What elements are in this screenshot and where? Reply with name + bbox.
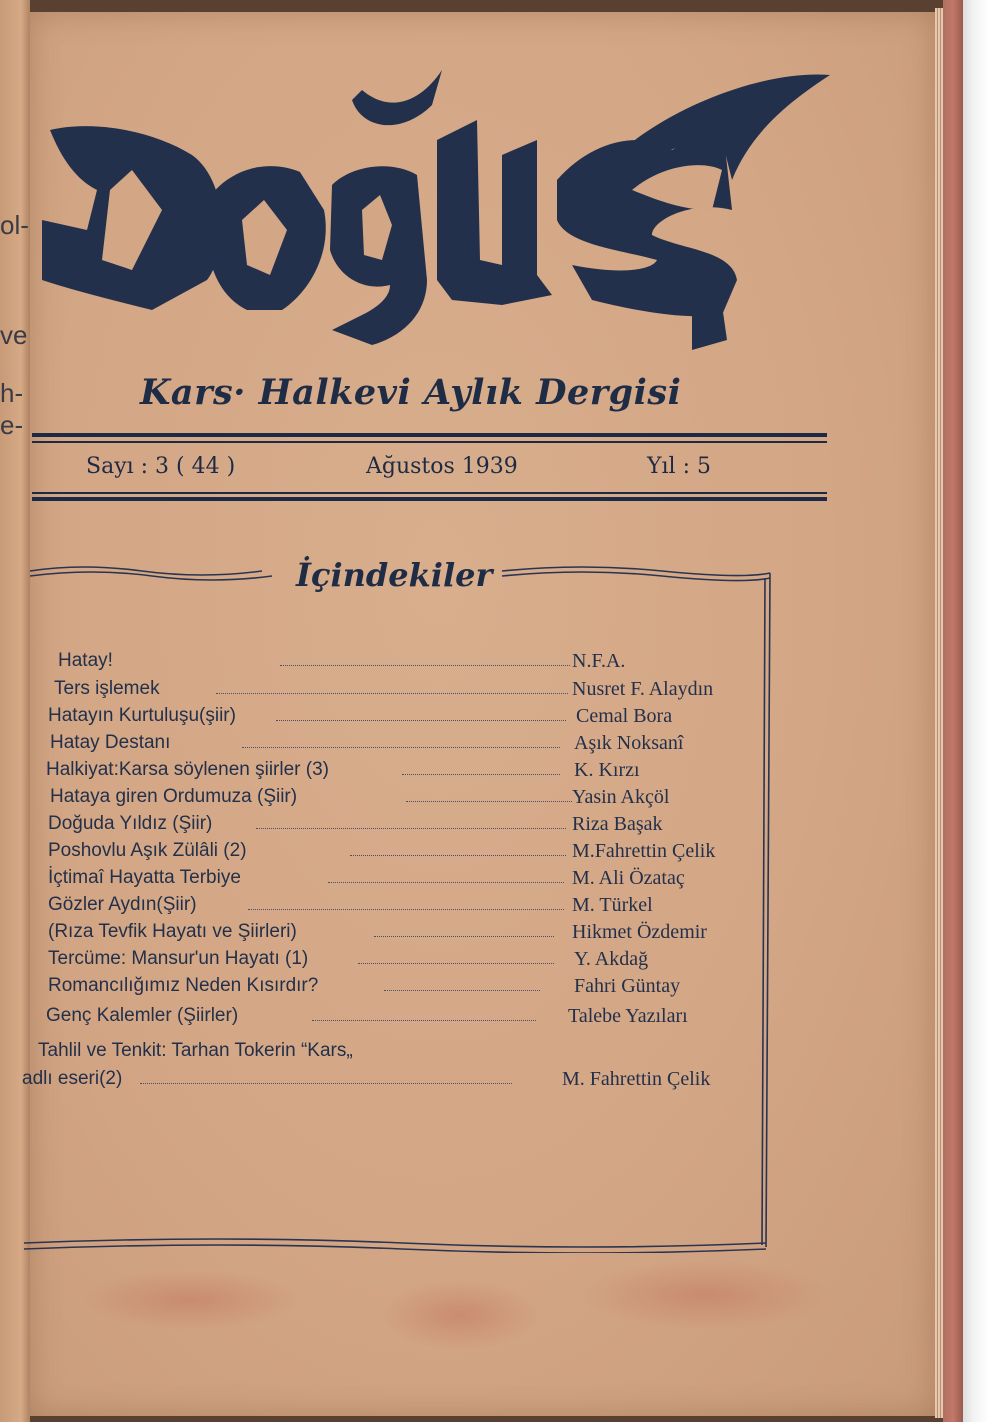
masthead-logo [32, 60, 832, 350]
leader-dots [256, 828, 566, 829]
leader-dots [406, 801, 572, 802]
dogus-logo-icon [32, 60, 832, 350]
leader-dots [276, 720, 566, 721]
contents-heading: İçindekiler [296, 556, 493, 594]
leader-dots [140, 1083, 512, 1084]
neighbor-fragment: h- [0, 378, 24, 408]
entry-title: Genç Kalemler (Şiirler) [46, 1005, 239, 1026]
leader-dots [328, 882, 564, 883]
issue-number: Sayı : 3 ( 44 ) [86, 454, 236, 479]
entry-title: Tahlil ve Tenkit: Tarhan Tokerin “Kars„ [38, 1040, 353, 1061]
leader-dots [248, 909, 564, 910]
issue-date: Ağustos 1939 [366, 454, 518, 479]
entry-author: Talebe Yazıları [568, 1005, 688, 1027]
paper-stain [380, 1280, 540, 1350]
entry-title: Hatayın Kurtuluşu(şiir) [48, 705, 236, 726]
entry-title: Hatay! [58, 650, 113, 671]
entry-author: M. Fahrettin Çelik [562, 1068, 711, 1090]
entry-title: İçtimaî Hayatta Terbiye [48, 867, 241, 888]
entry-title: Ters işlemek [54, 678, 160, 699]
entry-author: N.F.A. [572, 650, 626, 672]
entry-title: adlı eseri(2) [22, 1068, 123, 1089]
leader-dots [242, 747, 560, 748]
entry-title: Gözler Aydın(Şiir) [48, 894, 197, 915]
page-edges [935, 8, 943, 1418]
divider-thin [32, 492, 827, 494]
divider-thick [32, 433, 827, 437]
entry-author: Nusret F. Alaydın [572, 678, 714, 700]
entry-title: Tercüme: Mansur'un Hayatı (1) [48, 948, 309, 969]
entry-title: Hatay Destanı [50, 732, 171, 753]
entry-title: Romancılığımız Neden Kısırdır? [48, 975, 319, 996]
entry-author: Yasin Akçöl [572, 786, 670, 808]
leader-dots [216, 693, 568, 694]
entry-title: Hataya giren Ordumuza (Şiir) [50, 786, 298, 807]
divider-thin [32, 441, 827, 443]
entry-title: (Rıza Tevfik Hayatı ve Şiirleri) [48, 921, 297, 942]
binding-white-edge [963, 0, 989, 1422]
leader-dots [402, 774, 560, 775]
entry-author: Y. Akdağ [574, 948, 649, 970]
entry-title: Doğuda Yıldız (Şiir) [48, 813, 213, 834]
leader-dots [358, 963, 554, 964]
entry-author: M. Ali Özataç [572, 867, 685, 889]
neighbor-fragment: ol- [0, 210, 29, 240]
entry-author: Fahri Güntay [574, 975, 681, 997]
entry-author: Hikmet Özdemir [572, 921, 707, 943]
magazine-subtitle: Kars· Halkevi Aylık Dergisi [140, 372, 682, 413]
paper-stain [80, 1270, 300, 1330]
leader-dots [312, 1020, 536, 1021]
divider-thick [32, 497, 827, 501]
entry-title: Halkiyat:Karsa söylenen şiirler (3) [46, 759, 329, 780]
neighbor-fragment: ve [0, 320, 28, 350]
issue-year: Yıl : 5 [647, 454, 711, 479]
leader-dots [280, 665, 570, 666]
neighbor-fragment: e- [0, 410, 24, 440]
entry-author: Cemal Bora [576, 705, 673, 727]
entry-author: M.Fahrettin Çelik [572, 840, 716, 862]
leader-dots [374, 936, 554, 937]
entry-author: M. Türkel [572, 894, 653, 916]
entry-author: K. Kırzı [574, 759, 640, 781]
paper-stain [580, 1260, 830, 1330]
entry-author: Riza Başak [572, 813, 663, 835]
leader-dots [384, 990, 540, 991]
leader-dots [350, 855, 566, 856]
entry-author: Aşık Noksanî [574, 732, 684, 754]
entry-title: Poshovlu Aşık Zülâli (2) [48, 840, 247, 861]
binding-red-edge [943, 0, 963, 1422]
